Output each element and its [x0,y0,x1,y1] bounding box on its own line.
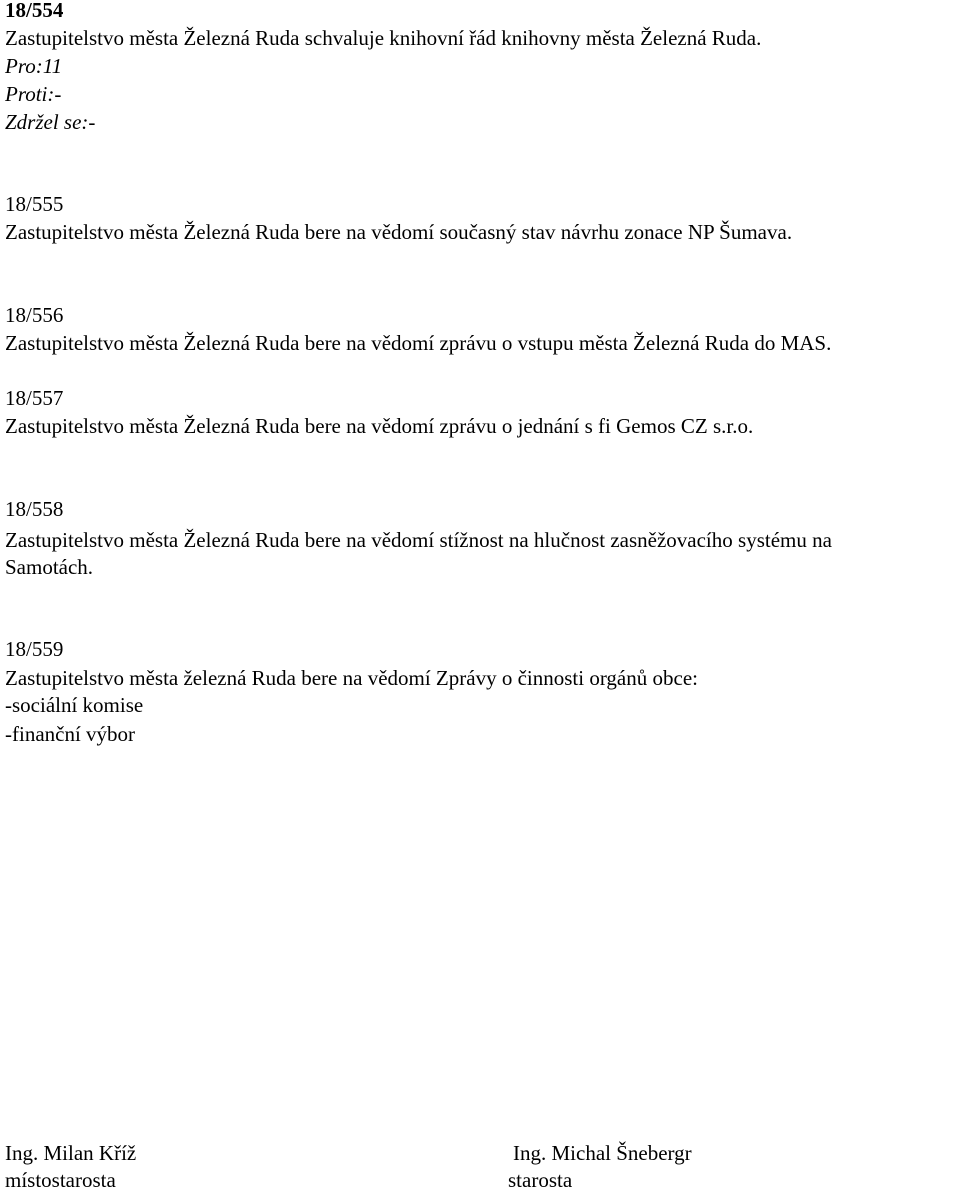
resolution-text: Zastupitelstvo města Železná Ruda bere na vědomí stížnost na hlučnost zasněžovacího systému na [5,528,832,552]
resolution-list-item: -sociální komise [5,693,144,717]
resolution-text: Zastupitelstvo města Železná Ruda bere na vědomí současný stav návrhu zonace NP Šumava. [5,220,793,244]
signature-name-left: Ing. Milan Kříž [5,1141,137,1165]
resolution-number: 18/559 [5,637,64,661]
resolution-text: Zastupitelstvo města Železná Ruda schvaluje knihovní řád knihovny města Železná Ruda. [5,26,762,50]
signature-role-right: starosta [508,1168,573,1192]
resolution-text: Zastupitelstvo města Železná Ruda bere na vědomí zprávu o jednání s fi Gemos CZ s.r.o. [5,414,754,438]
resolution-number: 18/555 [5,192,64,216]
resolution-text: Zastupitelstvo města železná Ruda bere na vědomí Zprávy o činnosti orgánů obce: [5,666,698,690]
resolution-text: Zastupitelstvo města Železná Ruda bere na vědomí zprávu o vstupu města Železná Ruda do MAS. [5,331,832,355]
resolution-number: 18/557 [5,386,64,410]
resolution-number: 18/556 [5,303,64,327]
resolution-number: 18/554 [5,0,64,22]
signature-name-right: Ing. Michal Šnebergr [513,1141,692,1165]
vote-against: Proti:- [5,82,62,106]
signature-role-left: místostarosta [5,1168,116,1192]
vote-for: Pro:11 [5,54,63,78]
resolution-text: Samotách. [5,555,94,579]
resolution-list-item: -finanční výbor [5,722,136,746]
resolution-number: 18/558 [5,497,64,521]
vote-abstain: Zdržel se:- [5,110,96,134]
